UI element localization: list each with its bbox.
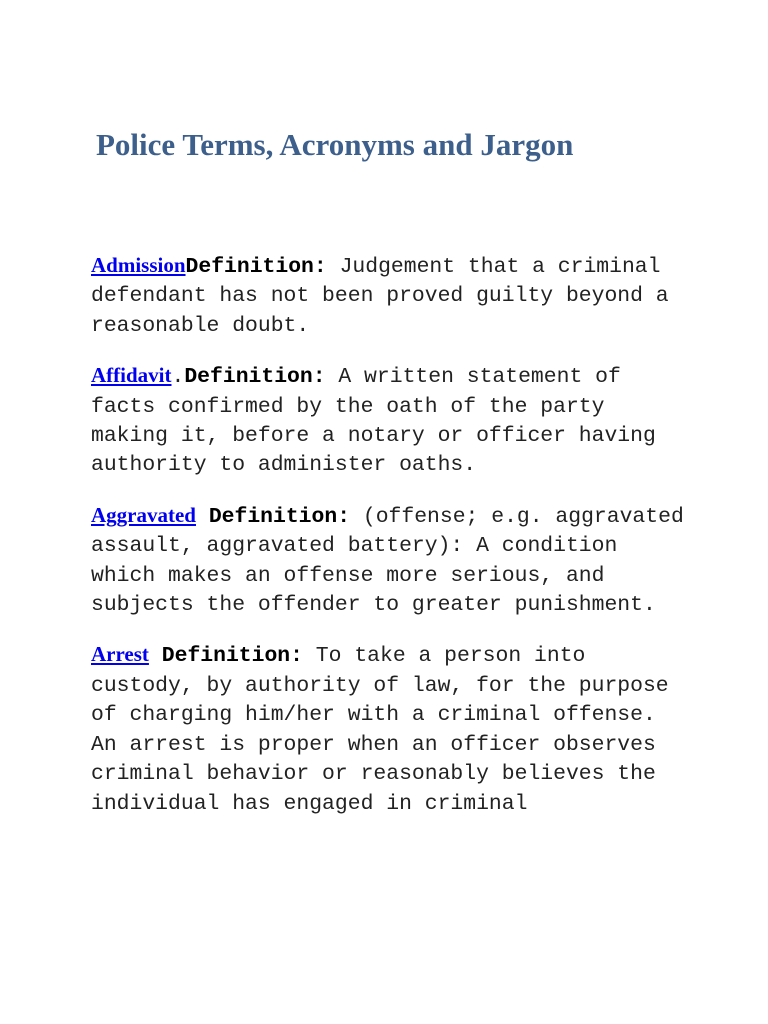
term-separator (149, 644, 162, 668)
definition-label: Definition: (161, 644, 303, 669)
definition-label: Definition: (208, 504, 351, 529)
term-link-arrest[interactable]: Arrest (91, 642, 149, 667)
term-link-admission[interactable]: Admission (91, 253, 186, 277)
definition-text: (offense; e.g. aggravated assault, aggravated battery): A condition which makes an offense more serious, and subjects the offender to greater punishment. (91, 504, 697, 618)
glossary-entry-affidavit (91, 361, 691, 481)
definition-label: Definition: (185, 255, 327, 279)
glossary-entry-aggravated (91, 501, 697, 621)
definition-text: To take a person into custody, by authority of law, for the purpose of charging him/her with a criminal offense. An arrest is proper when an officer observes criminal behavior or reasonably believes the individual has engaged in criminal (91, 644, 682, 816)
definition-text: A written statement of facts confirmed by the oath of the party making it, before a notary or officer having authority to administer oaths. (91, 365, 669, 478)
glossary-entry-arrest (91, 640, 691, 818)
definition-text: Judgement that a criminal defendant has not been proved guilty beyond a reasonable doubt. (91, 255, 682, 338)
page-title: Police Terms, Acronyms and Jargon (96, 127, 574, 162)
term-separator (196, 505, 209, 529)
definition-label: Definition: (184, 365, 326, 390)
glossary-entry-admission (91, 251, 691, 341)
term-link-aggravated[interactable]: Aggravated (91, 502, 196, 527)
term-separator: . (171, 365, 185, 390)
glossary-list (91, 251, 697, 839)
term-link-affidavit[interactable]: Affidavit (91, 363, 172, 388)
